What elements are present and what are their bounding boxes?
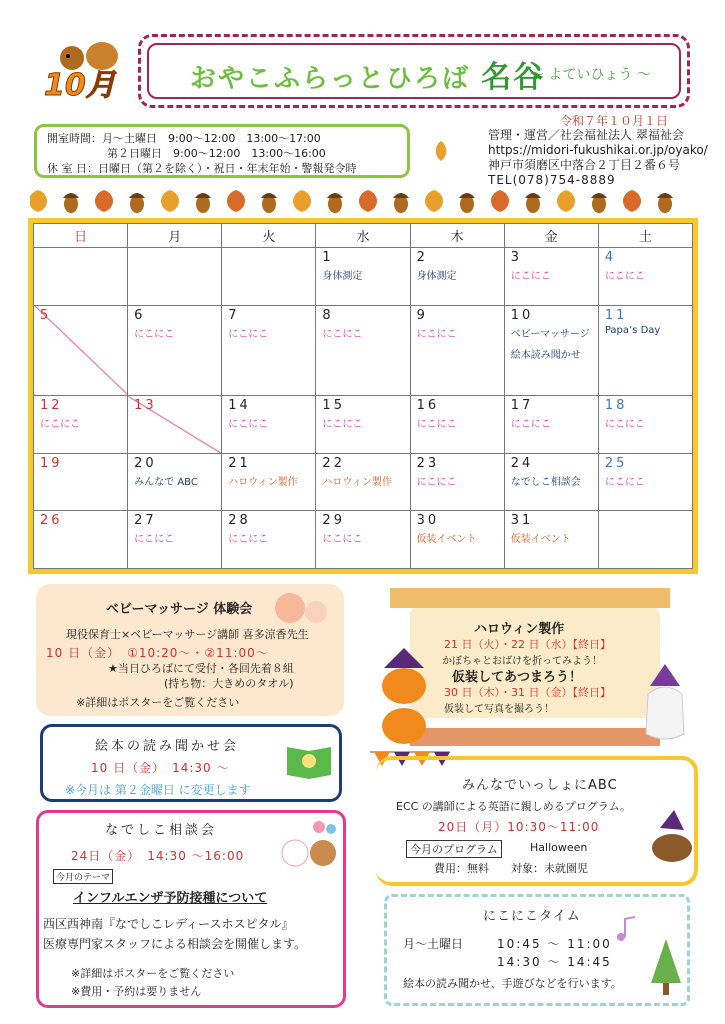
day-number: 11 bbox=[604, 307, 628, 323]
baby-massage-box bbox=[36, 584, 344, 716]
calendar-day-cell bbox=[410, 248, 504, 306]
abc-title: みんなでいっしょにABC bbox=[462, 778, 618, 793]
day-number: 12 bbox=[40, 398, 63, 414]
calendar-day-cell bbox=[598, 396, 692, 454]
book-title: 絵本の読み聞かせ会 bbox=[95, 739, 240, 754]
calendar-day-cell bbox=[34, 511, 128, 569]
open-label: 開室時間 bbox=[47, 132, 91, 145]
leaf-icon bbox=[227, 190, 245, 212]
weekday-header: 木 bbox=[410, 224, 504, 248]
opening-hours bbox=[34, 124, 410, 178]
day-number: 5 bbox=[40, 307, 52, 323]
weekday-header: 月 bbox=[128, 224, 222, 248]
bunny-bear-icon bbox=[275, 819, 343, 875]
music-note-icon bbox=[613, 915, 643, 945]
day-event: にこにこ bbox=[228, 419, 269, 431]
calendar-day-cell bbox=[598, 248, 692, 306]
day-event: にこにこ bbox=[134, 534, 175, 546]
day-number: 30 bbox=[416, 513, 440, 529]
baby-title: ベビーマッサージ 体験会 bbox=[106, 602, 253, 617]
calendar-day-cell bbox=[598, 305, 692, 395]
day-number: 9 bbox=[416, 307, 428, 323]
acorn-cap-icon bbox=[591, 193, 607, 198]
acorn-cap-icon bbox=[393, 193, 409, 198]
day-number: 27 bbox=[134, 513, 157, 529]
acorn-cap-icon bbox=[63, 193, 79, 198]
day-event: にこにこ bbox=[416, 328, 457, 340]
day-event: ハロウィン製作 bbox=[322, 476, 392, 488]
leaf-icon bbox=[161, 190, 179, 212]
leaf-icon bbox=[95, 190, 113, 212]
nadeshiko-schedule: 24日（金） 14:30 ～16:00 bbox=[71, 849, 245, 863]
halloween-title2: 仮装してあつまろう！ bbox=[452, 670, 583, 685]
day-event: 仮装イベント bbox=[416, 534, 477, 546]
day-number: 31 bbox=[510, 513, 534, 529]
baby-instructor: 現役保育士×ベビーマッサージ講師 喜多涼香先生 bbox=[66, 628, 309, 641]
calendar-day-cell bbox=[410, 305, 504, 395]
day-number: 4 bbox=[604, 250, 617, 265]
day-number: 3 bbox=[510, 250, 522, 265]
program-value: Halloween bbox=[530, 841, 588, 854]
day-event: にこにこ bbox=[416, 419, 457, 431]
org-info bbox=[488, 128, 708, 188]
day-event: なでしこ相談会 bbox=[510, 476, 581, 488]
leaf-icon bbox=[30, 190, 47, 212]
day-number: 22 bbox=[322, 455, 345, 471]
weekday-header: 日 bbox=[34, 224, 128, 248]
nadeshiko-box bbox=[36, 810, 346, 1008]
calendar-day-cell bbox=[316, 396, 410, 454]
day-number: 17 bbox=[510, 398, 534, 414]
calendar-day-cell bbox=[410, 453, 504, 511]
page-title bbox=[190, 52, 545, 96]
calendar-day-cell bbox=[598, 453, 692, 511]
calendar-day-cell bbox=[222, 396, 316, 454]
abc-desc: ECC の講師による英語に親しめるプログラム。 bbox=[396, 800, 632, 813]
weekday-header: 水 bbox=[316, 224, 410, 248]
leaf-icon bbox=[623, 190, 641, 212]
niconico-time1: 10:45 ～ 11:00 bbox=[497, 937, 612, 951]
day-event: にこにこ bbox=[510, 271, 551, 282]
halloween-date2: 30 日（木）・31 日（金）【終日】 bbox=[444, 686, 611, 699]
calendar-day-cell bbox=[222, 511, 316, 569]
day-number: 26 bbox=[40, 513, 63, 529]
calendar-day-cell bbox=[34, 453, 128, 511]
acorn-cap-icon bbox=[525, 193, 541, 198]
halloween-date1: 21 日（火）・22 日（水）【終日】 bbox=[444, 638, 611, 651]
open-row1: ：月～土曜日 9:00～12:00 13:00～17:00 bbox=[91, 132, 321, 145]
day-event: にこにこ bbox=[322, 328, 363, 340]
calendar-day-cell bbox=[316, 511, 410, 569]
baby-reception: ★当日ひろばにて受付・各回先着８組 bbox=[108, 662, 294, 675]
ghost-icon bbox=[640, 664, 690, 744]
day-number: 15 bbox=[322, 398, 345, 414]
day-number: 6 bbox=[134, 307, 146, 323]
day-number: 24 bbox=[510, 455, 534, 471]
day-event: にこにこ bbox=[604, 271, 645, 282]
calendar-day-cell bbox=[316, 248, 410, 306]
day-number: 28 bbox=[228, 513, 251, 529]
calendar-day-cell bbox=[34, 305, 128, 395]
acorn-cap-icon bbox=[195, 193, 211, 198]
acorn-cap-icon bbox=[459, 193, 475, 198]
leaf-decoration bbox=[30, 186, 698, 216]
title-place: 名谷 bbox=[481, 60, 546, 95]
day-event: ハロウィン製作 bbox=[228, 476, 298, 488]
calendar-day-cell bbox=[222, 305, 316, 395]
nadeshiko-desc1: 西区西神南『なでしこレディースホスピタル』 bbox=[43, 917, 294, 931]
day-event: にこにこ bbox=[604, 419, 645, 431]
calendar-day-cell bbox=[316, 305, 410, 395]
day-event: にこにこ bbox=[416, 476, 457, 488]
calendar-day-cell bbox=[222, 453, 316, 511]
org-name: 管理・運営／社会福祉法人 翠福祉会 bbox=[488, 128, 684, 142]
org-address: 神戸市須磨区中落合２丁目２番６号 bbox=[488, 158, 681, 172]
month-badge: 10月 bbox=[44, 68, 116, 103]
calendar-day-cell bbox=[34, 396, 128, 454]
book-icon bbox=[283, 739, 335, 779]
day-number: 8 bbox=[322, 307, 334, 323]
weekday-header: 土 bbox=[598, 224, 692, 248]
abc-schedule: 20日（月）10:30～11:00 bbox=[438, 820, 600, 834]
day-event: にこにこ bbox=[40, 419, 80, 431]
niconico-box bbox=[384, 894, 690, 1006]
leaf-icon bbox=[293, 190, 311, 212]
calendar-day-cell bbox=[504, 453, 598, 511]
nadeshiko-desc2: 医療専門家スタッフによる相談会を開催します。 bbox=[43, 937, 307, 951]
calendar-day-cell bbox=[128, 248, 222, 306]
acorn-cap-icon bbox=[261, 193, 277, 198]
abc-box bbox=[376, 756, 698, 886]
calendar-day-cell bbox=[128, 453, 222, 511]
day-number: 14 bbox=[228, 398, 251, 414]
day-number: 1 bbox=[322, 250, 334, 265]
nadeshiko-note2: ※費用・予約は要りません bbox=[71, 985, 202, 998]
day-event: 身体測定 bbox=[416, 271, 457, 282]
tree-icon bbox=[649, 937, 683, 997]
picture-book-box bbox=[40, 724, 342, 802]
baby-face-icon bbox=[268, 590, 332, 626]
calendar-day-cell bbox=[128, 396, 222, 454]
abc-fee: 費用：無料 対象：未就園児 bbox=[434, 862, 588, 875]
hedgehog-witch-icon bbox=[644, 810, 696, 870]
calendar-day-cell bbox=[504, 511, 598, 569]
book-schedule: 10 日（金） 14:30 ～ bbox=[91, 761, 230, 775]
calendar-day-cell bbox=[410, 396, 504, 454]
leaf-icon bbox=[491, 190, 509, 212]
calendar bbox=[28, 218, 698, 574]
title-main: おやこふらっとひろば bbox=[190, 64, 471, 94]
day-number: 19 bbox=[40, 455, 63, 471]
halloween-title: ハロウィン製作 bbox=[474, 622, 565, 637]
day-number: 20 bbox=[134, 455, 157, 471]
calendar-day-cell bbox=[128, 305, 222, 395]
day-event: にこにこ bbox=[510, 419, 551, 431]
org-tel: TEL(078)754-8889 bbox=[488, 173, 616, 187]
day-number: 16 bbox=[416, 398, 440, 414]
day-number: 21 bbox=[228, 455, 251, 471]
day-number: 23 bbox=[416, 455, 440, 471]
day-event: 仮装イベント bbox=[510, 534, 571, 546]
day-event: にこにこ bbox=[228, 534, 269, 546]
day-event: みんなで ABC bbox=[134, 476, 198, 488]
pumpkin-icon bbox=[374, 648, 434, 748]
calendar-day-cell bbox=[504, 396, 598, 454]
day-number: 10 bbox=[510, 307, 534, 323]
acorn-cap-icon bbox=[327, 193, 343, 198]
baby-schedule: 10 日（金） ①10:20～・②11:00～ bbox=[46, 646, 269, 660]
day-number: 2 bbox=[416, 250, 428, 265]
weekday-header: 金 bbox=[504, 224, 598, 248]
day-number: 29 bbox=[322, 513, 345, 529]
day-number: 25 bbox=[604, 455, 628, 471]
book-note: ※今月は 第２金曜日 に変更します bbox=[65, 783, 251, 797]
acorn-cap-icon bbox=[129, 193, 145, 198]
nadeshiko-title: なでしこ相談会 bbox=[105, 823, 218, 838]
calendar-day-cell bbox=[598, 511, 692, 569]
nadeshiko-theme: インフルエンザ予防接種について bbox=[73, 891, 268, 906]
weekday-header: 火 bbox=[222, 224, 316, 248]
open-row2: 第２日曜日 9:00～12:00 13:00～16:00 bbox=[107, 147, 326, 160]
day-event: 絵本読み聞かせ bbox=[510, 349, 581, 361]
calendar-day-cell bbox=[504, 248, 598, 306]
baby-belongings: (持ち物：大きめのタオル) bbox=[164, 677, 294, 690]
day-number: 18 bbox=[604, 398, 628, 414]
calendar-day-cell bbox=[222, 248, 316, 306]
theme-label: 今月のテーマ bbox=[53, 869, 113, 884]
closed-label: 休 室 日 bbox=[47, 162, 87, 175]
day-event: にこにこ bbox=[322, 419, 363, 431]
calendar-day-cell bbox=[410, 511, 504, 569]
day-number: 7 bbox=[228, 307, 240, 323]
leaf-icon bbox=[359, 190, 377, 212]
niconico-title: にこにこタイム bbox=[483, 909, 581, 924]
day-event: にこにこ bbox=[228, 328, 269, 340]
niconico-desc: 絵本の読み聞かせ、手遊びなどを行います。 bbox=[403, 977, 622, 990]
issue-date: 令和７年１０月１日 bbox=[560, 114, 669, 128]
day-event: にこにこ bbox=[134, 328, 175, 340]
calendar-day-cell bbox=[128, 511, 222, 569]
closed-value: ：日曜日（第２を除く）・祝日・年末年始・警報発令時 bbox=[87, 162, 357, 175]
halloween-desc2: 仮装して写真を撮ろう！ bbox=[444, 704, 554, 715]
niconico-days: 月～土曜日 bbox=[403, 937, 464, 951]
day-event: 身体測定 bbox=[322, 271, 363, 282]
baby-note: ※詳細はポスターをご覧ください bbox=[76, 696, 240, 709]
halloween-box bbox=[370, 578, 690, 748]
acorn-cap-icon bbox=[657, 193, 673, 198]
calendar-day-cell bbox=[504, 305, 598, 395]
day-number: 13 bbox=[134, 398, 157, 414]
leaf-icon bbox=[425, 190, 443, 212]
program-label: 今月のプログラム bbox=[406, 840, 502, 858]
day-event: Papa’s Day bbox=[604, 324, 661, 336]
day-event: にこにこ bbox=[322, 534, 363, 546]
nadeshiko-note1: ※詳細はポスターをご覧ください bbox=[71, 967, 235, 980]
niconico-time2: 14:30 ～ 14:45 bbox=[497, 955, 612, 969]
org-url[interactable]: https://midori-fukushikai.or.jp/oyako/ bbox=[488, 143, 708, 157]
leaf-icon bbox=[557, 190, 575, 212]
calendar-day-cell bbox=[34, 248, 128, 306]
page-subtitle: ～ よていひょう ～ bbox=[530, 67, 651, 83]
calendar-day-cell bbox=[316, 453, 410, 511]
leaf-icon bbox=[432, 140, 450, 162]
day-event: にこにこ bbox=[604, 476, 645, 488]
halloween-desc1: かぼちゃとおばけを折ってみよう！ bbox=[442, 656, 602, 667]
day-event: ベビーマッサージ bbox=[510, 328, 590, 340]
